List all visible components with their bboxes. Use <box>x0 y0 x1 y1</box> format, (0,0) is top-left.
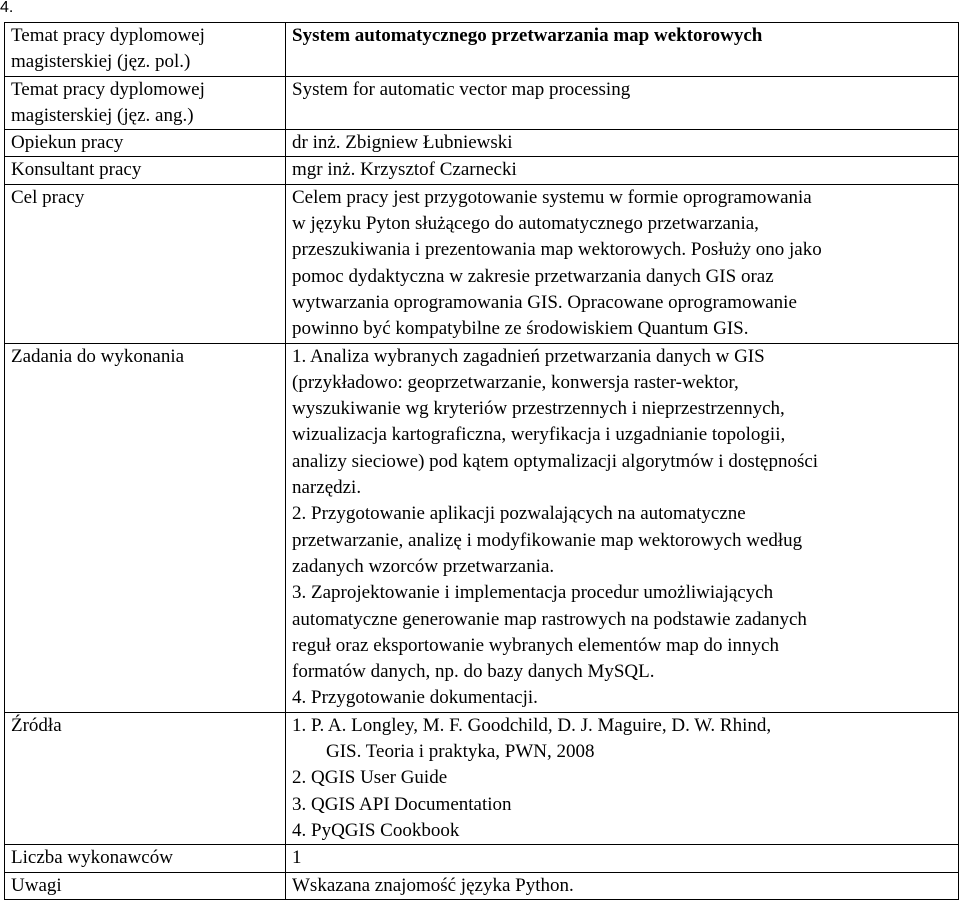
consultant-value: mgr inż. Krzysztof Czarnecki <box>286 157 959 184</box>
title-pl-label-line-1: Temat pracy dyplomowej <box>11 25 205 46</box>
performers-label: Liczba wykonawców <box>5 845 286 872</box>
tasks-value <box>286 343 959 712</box>
goal-line: pomoc dydaktyczna w zakresie przetwarzania danych GIS oraz <box>292 265 774 287</box>
task-line: 3. Zaprojektowanie i implementacja procedur umożliwiających <box>292 582 774 604</box>
title-en-label-line-2: magisterskiej (jęz. ang.) <box>11 104 194 126</box>
task-line: wyszukiwanie wg kryteriów przestrzennych i nieprzestrzennych, <box>292 398 785 420</box>
thesis-topic-table <box>4 22 959 900</box>
task-line: 4. Przygotowanie dokumentacji. <box>292 687 538 709</box>
source-line: 1. P. A. Longley, M. F. Goodchild, D. J. Maguire, D. W. Rhind, <box>292 714 772 736</box>
title-pl-label <box>5 23 286 77</box>
goal-value <box>286 184 959 343</box>
title-en-label <box>5 76 286 130</box>
title-en-label-line-1: Temat pracy dyplomowej <box>11 78 205 100</box>
task-line: 1. Analiza wybranych zagadnień przetwarzania danych w GIS <box>292 345 765 367</box>
row-notes <box>5 872 959 899</box>
source-line: 3. QGIS API Documentation <box>292 793 512 815</box>
source-line: 4. PyQGIS Cookbook <box>292 819 460 841</box>
task-line: wizualizacja kartograficzna, weryfikacja i uzgadnianie topologii, <box>292 424 786 446</box>
tasks-label: Zadania do wykonania <box>5 343 286 712</box>
task-line: reguł oraz eksportowanie wybranych elementów map do innych <box>292 634 779 656</box>
notes-value: Wskazana znajomość języka Python. <box>286 872 959 899</box>
title-pl-label-line-2: magisterskiej (jęz. pol.) <box>11 51 191 73</box>
notes-label: Uwagi <box>5 872 286 899</box>
row-consultant <box>5 157 959 184</box>
goal-label: Cel pracy <box>5 184 286 343</box>
task-line: 2. Przygotowanie aplikacji pozwalających na automatyczne <box>292 503 746 525</box>
goal-line: Celem pracy jest przygotowanie systemu w formie oprogramowania <box>292 186 812 208</box>
row-title-pl <box>5 23 959 77</box>
task-line: (przykładowo: geoprzetwarzanie, konwersja raster-wektor, <box>292 371 739 393</box>
source-line: GIS. Teoria i praktyka, PWN, 2008 <box>326 741 595 763</box>
task-line: przetwarzanie, analizę i modyfikowanie map wektorowych według <box>292 529 803 551</box>
row-performers <box>5 845 959 872</box>
row-supervisor <box>5 130 959 157</box>
row-goal <box>5 184 959 343</box>
row-sources <box>5 712 959 844</box>
task-line: narzędzi. <box>292 477 362 499</box>
sources-value <box>286 712 959 844</box>
consultant-label: Konsultant pracy <box>5 157 286 184</box>
goal-line: powinno być kompatybilne ze środowiskiem Quantum GIS. <box>292 318 749 340</box>
source-line: 2. QGIS User Guide <box>292 767 448 789</box>
supervisor-value: dr inż. Zbigniew Łubniewski <box>286 130 959 157</box>
task-line: formatów danych, np. do bazy danych MySQL. <box>292 661 655 683</box>
task-line: automatyczne generowanie map rastrowych na podstawie zadanych <box>292 608 807 630</box>
row-tasks <box>5 343 959 712</box>
task-line: analizy sieciowe) pod kątem optymalizacji algorytmów i dostępności <box>292 450 819 472</box>
performers-value: 1 <box>286 845 959 872</box>
title-en-value: System for automatic vector map processing <box>286 76 959 130</box>
goal-line: wytwarzania oprogramowania GIS. Opracowane oprogramowanie <box>292 291 797 313</box>
supervisor-label: Opiekun pracy <box>5 130 286 157</box>
item-number: 4. <box>0 0 14 16</box>
goal-line: przeszukiwania i prezentowania map wektorowych. Posłuży ono jako <box>292 239 822 261</box>
goal-line: w języku Pyton służącego do automatycznego przetwarzania, <box>292 213 759 235</box>
row-title-en <box>5 76 959 130</box>
task-line: zadanych wzorców przetwarzania. <box>292 555 555 577</box>
sources-label: Źródła <box>5 712 286 844</box>
title-pl-value: System automatycznego przetwarzania map wektorowych <box>286 23 959 77</box>
